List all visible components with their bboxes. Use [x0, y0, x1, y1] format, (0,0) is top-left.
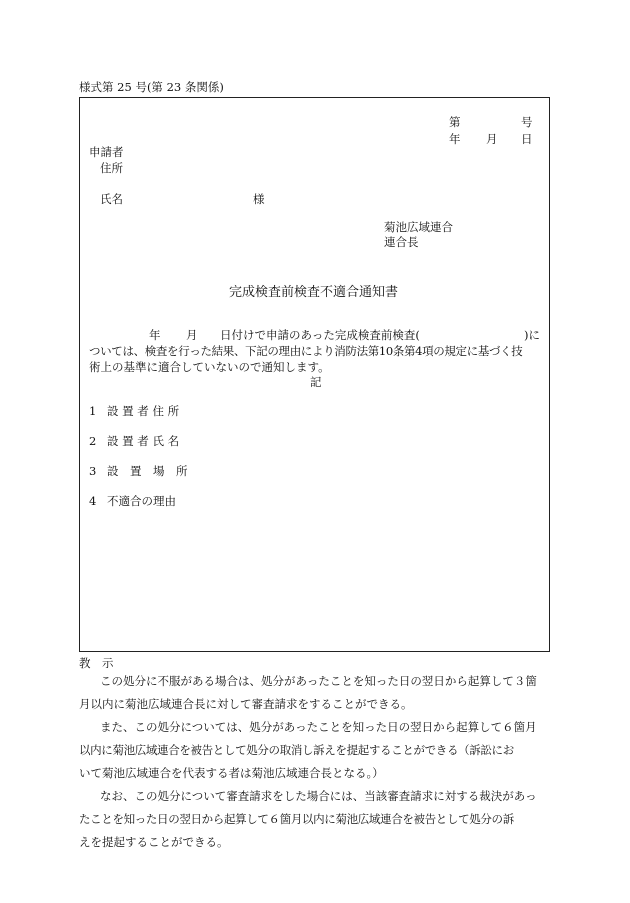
notice-line-2: 月以内に菊池広域連合長に対して審査請求をすることができる。 [79, 697, 413, 711]
number-suffix: 号 [521, 115, 533, 129]
item-2-num: 2 [89, 434, 97, 448]
name-label: 氏名 [100, 192, 123, 206]
item-3-num: 3 [89, 464, 97, 478]
notice-heading: 教 示 [79, 656, 114, 670]
notice-line-3: また、この処分については、処分があったことを知った日の翌日から起算して６箇月 [100, 720, 537, 734]
body-year: 年 [149, 328, 161, 342]
ki-label: 記 [310, 375, 322, 389]
notice-line-5: いて菊池広域連合を代表する者は菊池広域連合長となる。） [79, 766, 384, 780]
notice-line-7: たことを知った日の翌日から起算して６箇月以内に菊池広域連合を被告として処分の訴 [79, 812, 514, 826]
body-line2: ついては、検査を行った結果、下記の理由により消防法第10条第4項の規定に基づく技 [89, 344, 523, 358]
notice-line-4: 以内に菊池広域連合を被告として処分の取消し訴えを提起することができる（訴訟にお [79, 743, 514, 757]
item-3-label: 設 置 場 所 [107, 464, 188, 478]
document-title: 完成検査前検査不適合通知書 [229, 285, 399, 300]
form-number: 様式第 25 号(第 23 条関係) [79, 80, 224, 94]
notice-line-1: この処分に不服がある場合は、処分があったことを知った日の翌日から起算して３箇 [100, 674, 537, 688]
date-day: 日 [521, 132, 533, 146]
issuer-title: 連合長 [384, 235, 419, 249]
notice-line-8: えを提起することができる。 [79, 835, 229, 849]
body-line3: 術上の基準に適合していないので通知します。 [89, 360, 330, 374]
date-year: 年 [449, 132, 461, 146]
issuer-org: 菊池広域連合 [384, 220, 453, 234]
body-line1: 日付けで申請のあった完成検査前検査( [220, 328, 420, 342]
item-4-num: 4 [89, 494, 97, 508]
body-paren-close: )に [524, 328, 540, 342]
number-prefix: 第 [449, 115, 461, 129]
item-4-label: 不適合の理由 [107, 494, 176, 508]
notice-line-6: なお、この処分について審査請求をした場合には、当該審査請求に対する裁決があっ [100, 789, 537, 803]
honorific: 様 [253, 192, 265, 206]
body-month: 月 [186, 328, 198, 342]
date-month: 月 [486, 132, 498, 146]
item-1-label: 設 置 者 住 所 [107, 404, 180, 418]
item-1-num: 1 [89, 404, 97, 418]
address-label: 住所 [100, 161, 123, 175]
applicant-label: 申請者 [89, 145, 124, 159]
item-2-label: 設 置 者 氏 名 [107, 434, 180, 448]
